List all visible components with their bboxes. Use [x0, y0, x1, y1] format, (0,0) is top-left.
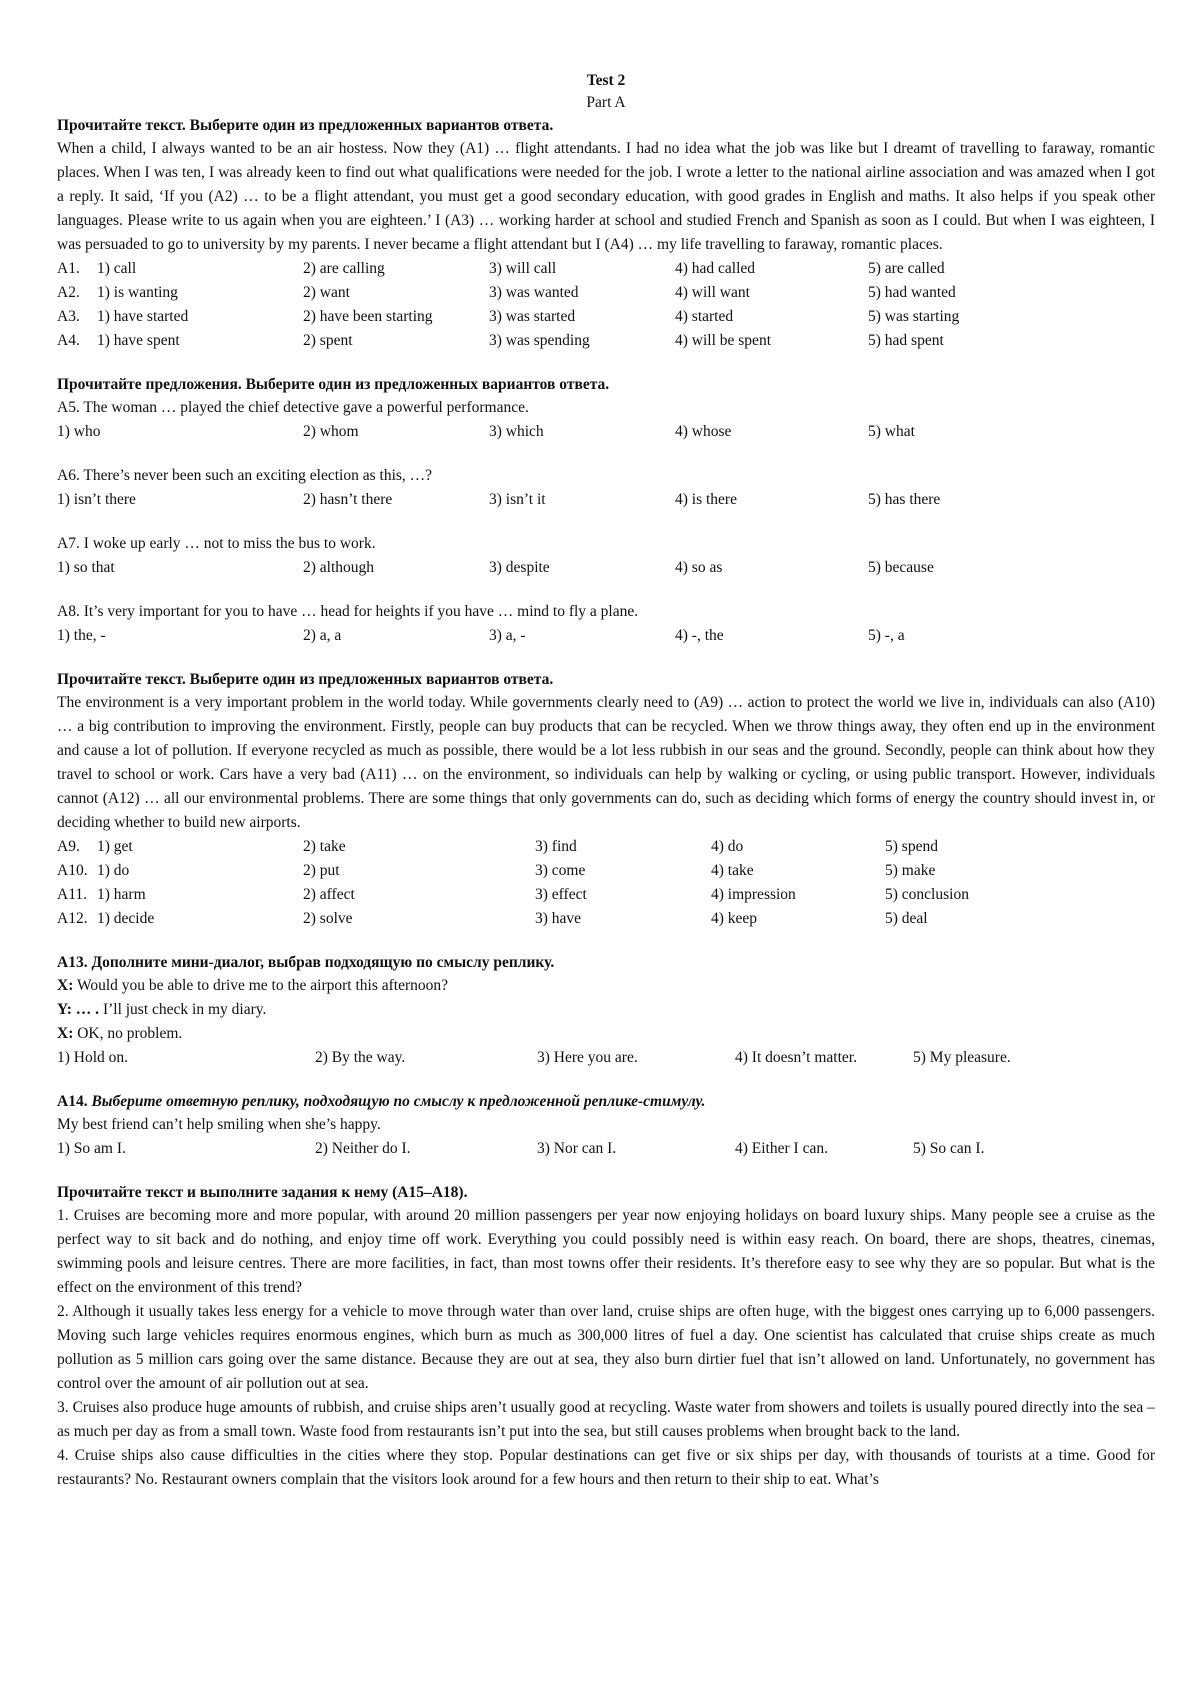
- option[interactable]: 1) do: [97, 862, 130, 879]
- option[interactable]: 5) -, a: [868, 627, 905, 644]
- a14-label: A14.: [57, 1093, 88, 1110]
- section3-instruction: Прочитайте текст. Выберите один из предложенных вариантов ответа.: [57, 671, 554, 688]
- dialog-text: Would you be able to drive me to the airport this afternoon?: [73, 977, 449, 994]
- option[interactable]: 3) was wanted: [489, 284, 579, 301]
- option[interactable]: 3) have: [535, 910, 582, 927]
- option[interactable]: 4) keep: [711, 910, 758, 927]
- question-label: A11.: [57, 886, 87, 903]
- option[interactable]: 5) was starting: [868, 308, 960, 325]
- option[interactable]: 1) so that: [57, 559, 115, 576]
- option[interactable]: 2) are calling: [303, 260, 385, 277]
- option[interactable]: 1) Hold on.: [57, 1049, 129, 1066]
- option-row-a12: [57, 907, 1155, 931]
- section3-text: The environment is a very important problem in the world today. While governments clearly need to (A9) … action to protect the world we live in, individuals can also (A10) … a big contribution to improving the environment. Firstly, people can buy products that can be recycled. When we throw things away, they often end up in the environment and cause a lot of pollution. If everyone recycled as much as possible, there would be a lot less rubbish in our seas and the ground. Secondly, people can think about how they travel to school or work. Cars have a very bad (A11) … on the environment, so individuals can help by walking or cycling, or using public transport. However, individuals cannot (A12) … all our environmental problems. There are some things that only governments can do, such as deciding which forms of energy the country should invest in, or deciding whether to build new airports.: [57, 694, 1155, 831]
- option[interactable]: 3) despite: [489, 559, 550, 576]
- question-label: A12.: [57, 910, 88, 927]
- option[interactable]: 5) So can I.: [913, 1140, 985, 1157]
- option[interactable]: 2) take: [303, 838, 346, 855]
- section2-instruction: Прочитайте предложения. Выберите один из предложенных вариантов ответа.: [57, 376, 610, 393]
- section1-options: [57, 257, 1155, 353]
- option[interactable]: 4) will want: [675, 284, 750, 301]
- option[interactable]: 2) a, a: [303, 627, 342, 644]
- option[interactable]: 3) will call: [489, 260, 557, 277]
- option-row-a2: [57, 281, 1155, 305]
- option-row-a9: [57, 835, 1155, 859]
- option[interactable]: 3) Here you are.: [537, 1049, 638, 1066]
- option[interactable]: 1) call: [97, 260, 137, 277]
- option-row-a3: [57, 305, 1155, 329]
- option[interactable]: 2) spent: [303, 332, 353, 349]
- option[interactable]: 4) Either I can.: [735, 1140, 828, 1157]
- option[interactable]: 1) harm: [97, 886, 146, 903]
- option[interactable]: 1) decide: [97, 910, 155, 927]
- option[interactable]: 5) had wanted: [868, 284, 956, 301]
- speaker: Y: … .: [57, 1001, 100, 1018]
- option[interactable]: 1) So am I.: [57, 1140, 126, 1157]
- section4-paragraph-3: 3. Cruises also produce huge amounts of rubbish, and cruise ships aren’t usually good at recycling. Waste water from showers and toilets is usually poured directly into the sea – as much per day as from a small town. Waste food from restaurants isn’t put into the sea, but still causes problems when brought back to the land.: [57, 1399, 1155, 1440]
- option[interactable]: 5) make: [885, 862, 936, 879]
- option[interactable]: 2) although: [303, 559, 375, 576]
- question-label: A3.: [57, 308, 80, 325]
- section1-instruction: Прочитайте текст. Выберите один из предложенных вариантов ответа.: [57, 117, 554, 134]
- test-page: [57, 70, 1155, 1492]
- option[interactable]: 5) had spent: [868, 332, 944, 349]
- question-a7: A7. I woke up early … not to miss the bus to work.: [57, 535, 376, 552]
- section1-text: When a child, I always wanted to be an air hostess. Now they (A1) … flight attendants. I had no idea what the job was like but I dreamt of travelling to faraway, romantic places. When I was ten, I was already keen to find out what qualifications were needed for the job. I wrote a letter to the national airline association and was amazed when I got a reply. It said, ‘If you (A2) … to be a flight attendant, you must get a good secondary education, with good grades in English and maths. It also helps if you speak other languages. Please write to us again when you are eighteen.’ I (A3) … working harder at school and studied French and Spanish as soon as I could. But when I was eighteen, I was persuaded to go to university by my parents. I never became a flight attendant but I (A4) … my life travelling to faraway, romantic places.: [57, 140, 1155, 253]
- question-label: A4.: [57, 332, 80, 349]
- option[interactable]: 1) who: [57, 423, 101, 440]
- option[interactable]: 1) get: [97, 838, 133, 855]
- option[interactable]: 3) find: [535, 838, 577, 855]
- dialog-text: I’ll just check in my diary.: [99, 1001, 267, 1018]
- option-row-a10: [57, 859, 1155, 883]
- option[interactable]: 2) put: [303, 862, 340, 879]
- options-a14: [57, 1137, 1155, 1161]
- dialog-line: [57, 974, 1155, 998]
- section4-instruction: Прочитайте текст и выполните задания к нему (A15–A18).: [57, 1184, 468, 1201]
- option[interactable]: 4) It doesn’t matter.: [735, 1049, 857, 1066]
- option[interactable]: 5) My pleasure.: [913, 1049, 1011, 1066]
- option[interactable]: 2) affect: [303, 886, 355, 903]
- option[interactable]: 4) take: [711, 862, 754, 879]
- option[interactable]: 2) want: [303, 284, 350, 301]
- option[interactable]: 1) the, -: [57, 627, 106, 644]
- option[interactable]: 5) deal: [885, 910, 928, 927]
- option[interactable]: 2) whom: [303, 423, 359, 440]
- question-label: A9.: [57, 838, 80, 855]
- options-a13: [57, 1046, 1155, 1070]
- dialog-line: [57, 998, 1155, 1022]
- part-label: Part A: [586, 94, 626, 111]
- option[interactable]: 3) isn’t it: [489, 491, 546, 508]
- option[interactable]: 2) have been starting: [303, 308, 433, 325]
- option[interactable]: 4) so as: [675, 559, 723, 576]
- question-label: A10.: [57, 862, 88, 879]
- option[interactable]: 2) Neither do I.: [315, 1140, 411, 1157]
- question-a6: A6. There’s never been such an exciting election as this, …?: [57, 467, 433, 484]
- option[interactable]: 5) what: [868, 423, 915, 440]
- option[interactable]: 2) solve: [303, 910, 353, 927]
- a14-instruction: [57, 1090, 1155, 1113]
- test-title: Test 2: [586, 72, 626, 89]
- option[interactable]: 3) which: [489, 423, 544, 440]
- section4-paragraph-1: 1. Cruises are becoming more and more popular, with around 20 million passengers per year now enjoying holidays on board luxury ships. Many people see a cruise as the perfect way to sit back and do nothing, and enjoy time off work. Everything you could possibly need is within easy reach. On board, there are shops, theatres, cinemas, swimming pools and leisure centres. There are more facilities, in fact, than most towns offer their residents. It’s therefore easy to see why they are so popular. But what is the effect on the environment of this trend?: [57, 1207, 1155, 1296]
- option[interactable]: 1) isn’t there: [57, 491, 136, 508]
- a14-stimulus: My best friend can’t help smiling when she’s happy.: [57, 1116, 381, 1133]
- option[interactable]: 4) is there: [675, 491, 737, 508]
- option[interactable]: 1) have spent: [97, 332, 180, 349]
- question-label: A1.: [57, 260, 80, 277]
- speaker: X:: [57, 977, 74, 994]
- section3-options: [57, 835, 1155, 931]
- options-a7: [57, 556, 1155, 580]
- option[interactable]: 2) By the way.: [315, 1049, 406, 1066]
- option-row-a1: [57, 257, 1155, 281]
- option[interactable]: 5) conclusion: [885, 886, 969, 903]
- option[interactable]: 4) had called: [675, 260, 756, 277]
- options-a5: [57, 420, 1155, 444]
- option[interactable]: 3) Nor can I.: [537, 1140, 617, 1157]
- a14-instruction-text: Выберите ответную реплику, подходящую по смыслу к предложенной реплике-стимулу.: [87, 1093, 706, 1110]
- question-a5: A5. The woman … played the chief detective gave a powerful performance.: [57, 399, 529, 416]
- option[interactable]: 3) effect: [535, 886, 587, 903]
- a13-instruction: A13. Дополните мини-диалог, выбрав подходящую по смыслу реплику.: [57, 954, 555, 971]
- option[interactable]: 4) started: [675, 308, 734, 325]
- option[interactable]: 1) is wanting: [97, 284, 178, 301]
- dialog-line: [57, 1022, 1155, 1046]
- option[interactable]: 4) impression: [711, 886, 796, 903]
- option[interactable]: 2) hasn’t there: [303, 491, 393, 508]
- option[interactable]: 3) was spending: [489, 332, 590, 349]
- dialog-text: OK, no problem.: [73, 1025, 183, 1042]
- option[interactable]: 4) do: [711, 838, 744, 855]
- option[interactable]: 3) a, -: [489, 627, 526, 644]
- option-row-a11: [57, 883, 1155, 907]
- speaker: X:: [57, 1025, 74, 1042]
- option-row-a4: [57, 329, 1155, 353]
- option[interactable]: 3) come: [535, 862, 586, 879]
- option[interactable]: 3) was started: [489, 308, 576, 325]
- option[interactable]: 5) has there: [868, 491, 941, 508]
- option[interactable]: 5) spend: [885, 838, 938, 855]
- option[interactable]: 5) because: [868, 559, 934, 576]
- section4-paragraph-4: 4. Cruise ships also cause difficulties in the cities where they stop. Popular destinations can get five or six ships per day, with thousands of tourists at a time. Good for restaurants? No. Restaurant owners complain that the visitors look around for a few hours and then return to their ship to eat. What’s: [57, 1447, 1155, 1488]
- option[interactable]: 4) whose: [675, 423, 732, 440]
- question-a8: A8. It’s very important for you to have … head for heights if you have … mind to fly a plane.: [57, 603, 639, 620]
- option[interactable]: 4) -, the: [675, 627, 724, 644]
- section4-paragraph-2: 2. Although it usually takes less energy for a vehicle to move through water than over land, cruise ships are often huge, with the biggest ones carrying up to 6,000 passengers. Moving such large vehicles requires enormous engines, which burn as much as 300,000 litres of fuel a day. One scientist has calculated that cruise ships create as much pollution as 5 million cars going over the same distance. Because they are out at sea, they also burn dirtier fuel that isn’t allowed on land. Unfortunately, no government has control over the amount of air pollution out at sea.: [57, 1303, 1155, 1392]
- question-label: A2.: [57, 284, 80, 301]
- option[interactable]: 1) have started: [97, 308, 189, 325]
- options-a8: [57, 624, 1155, 648]
- option[interactable]: 5) are called: [868, 260, 945, 277]
- option[interactable]: 4) will be spent: [675, 332, 771, 349]
- options-a6: [57, 488, 1155, 512]
